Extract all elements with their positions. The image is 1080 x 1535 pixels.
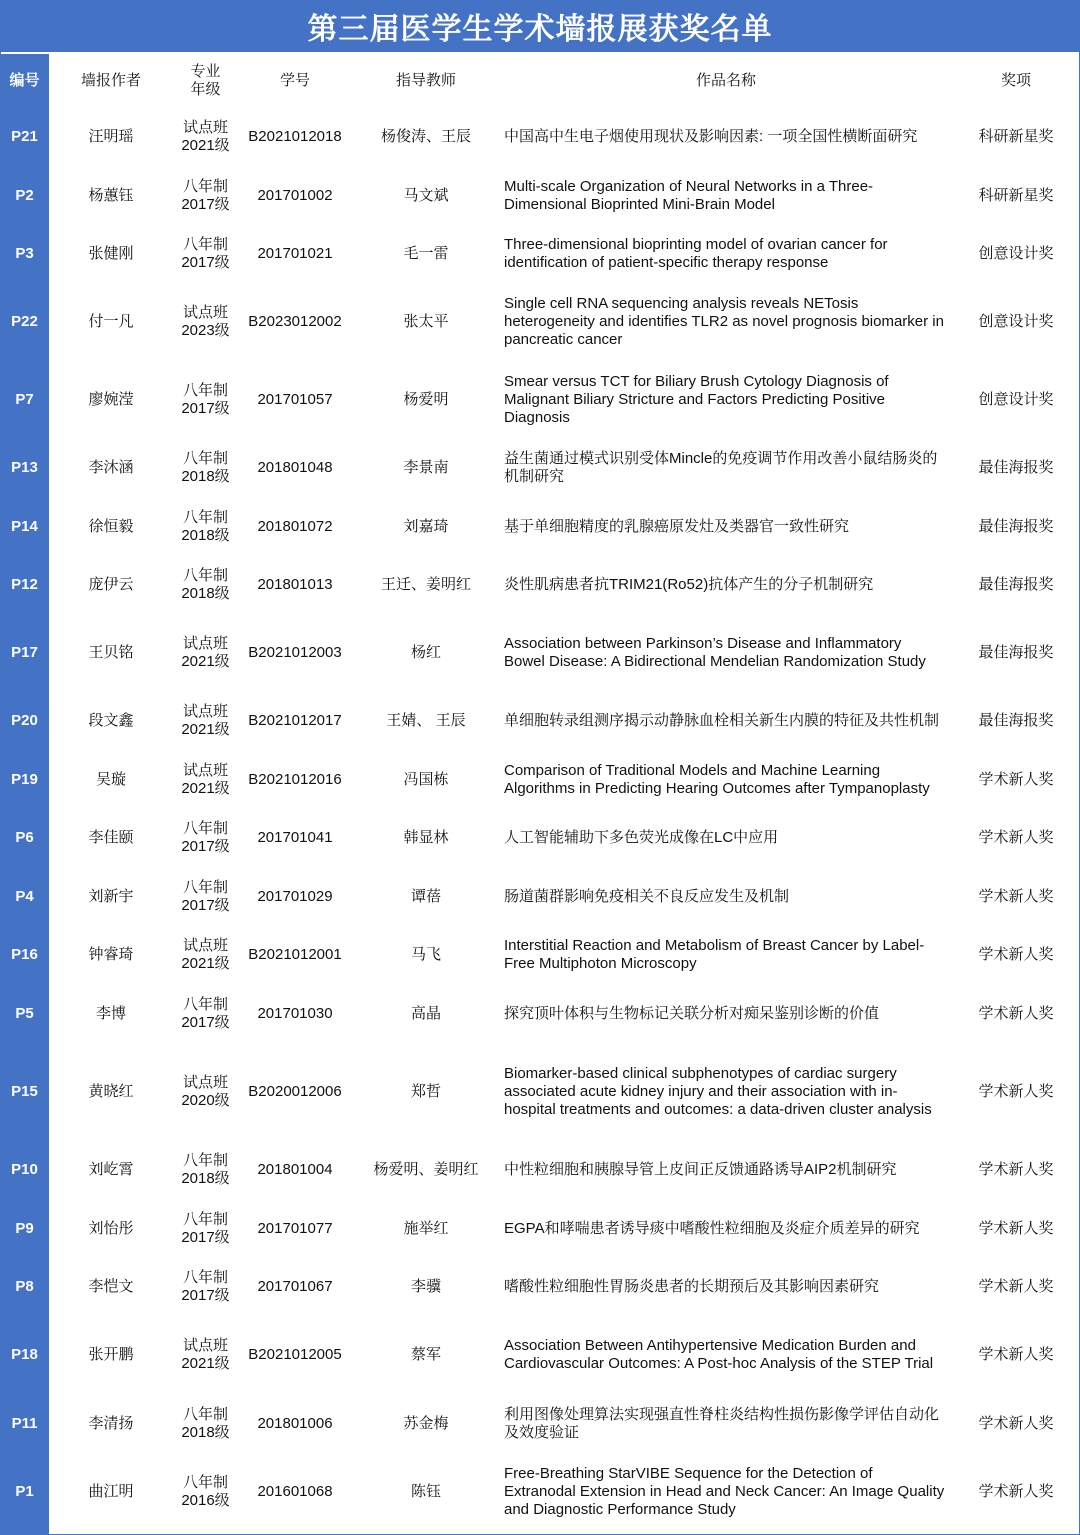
cell-author: 李清扬: [88, 1414, 134, 1432]
cell-id: P10: [11, 1161, 38, 1178]
header-student-id: 学号: [279, 72, 310, 89]
cell-award: 学术新人奖: [978, 829, 1054, 846]
cell-student-id: B2021012003: [248, 644, 342, 661]
cell-major: 试点班: [182, 761, 228, 779]
cell-id: P13: [11, 459, 38, 476]
cell-major: 八年制: [182, 508, 228, 526]
cell-award: 最佳海报奖: [978, 644, 1054, 661]
cell-id: P11: [11, 1414, 38, 1432]
cell-author: 刘屹霄: [88, 1161, 134, 1178]
cell-grade: 2020级: [181, 1092, 230, 1109]
cell-advisor: 杨俊涛、王辰: [380, 128, 471, 145]
cell-work-title: 利用图像处理算法实现强直性脊柱炎结构性损伤影像学评估自动化及效度验证: [504, 1405, 940, 1441]
cell-advisor: 施举红: [403, 1219, 449, 1237]
cell-award: 学术新人奖: [978, 1083, 1054, 1100]
cell-advisor: 杨爱明、姜明红: [373, 1161, 479, 1178]
table-row: [0, 614, 1080, 692]
cell-award: 科研新星奖: [978, 186, 1054, 204]
cell-award: 学术新人奖: [978, 1482, 1054, 1500]
cell-author: 徐恒毅: [88, 517, 134, 535]
cell-advisor: 郑哲: [410, 1083, 441, 1100]
cell-major-grade: [173, 867, 238, 926]
cell-student-id: B2023012002: [248, 313, 342, 330]
cell-author: 吴璇: [95, 770, 126, 788]
cell-grade: 2021级: [181, 955, 230, 972]
cell-major: 八年制: [182, 1405, 228, 1423]
cell-grade: 2017级: [181, 1287, 230, 1304]
cell-id: P2: [15, 186, 34, 204]
cell-id: P4: [15, 887, 34, 905]
cell-major: 试点班: [182, 703, 228, 720]
cell-id: P6: [15, 829, 34, 846]
table-row: [0, 283, 1080, 361]
cell-award: 学术新人奖: [978, 1161, 1054, 1178]
cell-author: 黄晓红: [88, 1083, 134, 1100]
table-row: [0, 1258, 1080, 1316]
cell-id: P5: [15, 1004, 34, 1022]
cell-major-grade: [173, 984, 238, 1043]
cell-student-id: 201701002: [257, 186, 333, 204]
cell-major: 试点班: [182, 937, 228, 954]
cell-author: 廖婉滢: [88, 391, 134, 408]
cell-work-title: Three-dimensional bioprinting model of ovarian cancer for identification of patient-specific therapy response: [504, 236, 888, 271]
cell-major-grade: [173, 108, 238, 166]
table-row: [0, 439, 1080, 497]
cell-author: 李博: [95, 1004, 126, 1022]
cell-author: 杨蕙钰: [88, 186, 134, 204]
page-title: 第三届医学生学术墙报展获奖名单: [0, 0, 1080, 52]
cell-advisor: 马飞: [410, 946, 441, 963]
cell-award: 学术新人奖: [978, 887, 1054, 905]
cell-student-id: B2020012006: [248, 1083, 342, 1100]
cell-student-id: 201801004: [257, 1161, 333, 1178]
cell-work-title: 人工智能辅助下多色荧光成像在LC中应用: [504, 829, 779, 846]
table-row: [0, 225, 1080, 283]
cell-grade: 2017级: [181, 1228, 230, 1246]
cell-grade: 2018级: [181, 1170, 230, 1187]
cell-student-id: B2021012017: [248, 712, 342, 729]
cell-work-title: Interstitial Reaction and Metabolism of Breast Cancer by Label-Free Multiphoton Microscopy: [504, 937, 925, 972]
cell-award: 最佳海报奖: [978, 517, 1054, 535]
cell-major-grade: [173, 1453, 238, 1530]
cell-major: 试点班: [182, 1337, 228, 1354]
cell-award: 科研新星奖: [978, 128, 1054, 145]
cell-grade: 2017级: [181, 838, 230, 855]
table-row: [0, 750, 1080, 809]
cell-id: P3: [15, 245, 34, 262]
cell-award: 学术新人奖: [978, 1278, 1054, 1295]
header-award: 奖项: [1000, 72, 1031, 89]
cell-grade: 2023级: [181, 322, 230, 339]
cell-student-id: 201701030: [257, 1004, 333, 1022]
cell-major: 八年制: [182, 878, 228, 896]
cell-author: 王贝铭: [88, 644, 134, 661]
cell-grade: 2021级: [181, 721, 230, 738]
cell-grade: 2018级: [181, 585, 230, 602]
table-row: [0, 1199, 1080, 1258]
cell-work-title: 基于单细胞精度的乳腺癌原发灶及类器官一致性研究: [504, 517, 850, 535]
cell-student-id: 201701077: [257, 1219, 333, 1237]
cell-grade: 2021级: [181, 137, 230, 154]
cell-major: 八年制: [182, 1473, 228, 1491]
cell-id: P8: [15, 1278, 34, 1295]
cell-award: 最佳海报奖: [978, 712, 1054, 729]
cell-grade: 2021级: [181, 653, 230, 670]
cell-grade: 2021级: [181, 1355, 230, 1372]
table-row: [0, 692, 1080, 750]
table-row: [0, 108, 1080, 166]
cell-major-grade: [173, 1316, 238, 1394]
cell-author: 刘新宇: [88, 887, 134, 905]
cell-advisor: 陈钰: [410, 1482, 441, 1500]
cell-student-id: B2021012018: [248, 128, 342, 145]
table-row: [0, 984, 1080, 1043]
cell-work-title: 炎性肌病患者抗TRIM21(Ro52)抗体产生的分子机制研究: [504, 576, 874, 593]
cell-major: 八年制: [182, 382, 228, 399]
table-row: [0, 1316, 1080, 1394]
cell-advisor: 马文斌: [403, 186, 449, 204]
cell-award: 学术新人奖: [978, 1346, 1054, 1363]
cell-work-title: Single cell RNA sequencing analysis reveals NETosis heterogeneity and identifies TLR2 as novel prognosis biomarker in pancreatic cancer: [504, 295, 944, 348]
cell-author: 刘怡彤: [88, 1219, 134, 1237]
cell-major: 试点班: [182, 1074, 228, 1091]
cell-advisor: 毛一雷: [403, 245, 449, 262]
cell-major-grade: [173, 225, 238, 283]
cell-advisor: 杨爱明: [403, 391, 449, 408]
table-row: [0, 1394, 1080, 1453]
cell-author: 李佳颐: [88, 829, 134, 846]
cell-major: 八年制: [182, 995, 228, 1013]
cell-major: 八年制: [182, 567, 228, 584]
cell-id: P21: [11, 128, 38, 145]
cell-author: 段文鑫: [88, 712, 134, 729]
cell-work-title: Association Between Antihypertensive Medication Burden and Cardiovascular Outcomes: A Post-hoc Analysis of the STEP Trial: [504, 1337, 934, 1372]
cell-advisor: 王婧、 王辰: [386, 712, 466, 729]
table-row: [0, 497, 1080, 556]
cell-id: P22: [11, 313, 38, 330]
cell-id: P18: [11, 1346, 38, 1363]
cell-grade: 2018级: [181, 468, 230, 485]
cell-major: 八年制: [182, 1152, 228, 1169]
cell-major-grade: [173, 1141, 238, 1199]
cell-id: P15: [11, 1083, 38, 1100]
header-row: [0, 54, 1080, 108]
cell-id: P17: [11, 644, 38, 661]
table-row: [0, 1453, 1080, 1530]
cell-id: P9: [15, 1219, 34, 1237]
cell-major-grade: [173, 809, 238, 867]
cell-author: 张健刚: [88, 245, 134, 262]
cell-advisor: 蔡军: [410, 1346, 441, 1363]
cell-grade: 2017级: [181, 1013, 230, 1031]
cell-advisor: 李景南: [403, 459, 449, 476]
table-row: [0, 1141, 1080, 1199]
cell-award: 学术新人奖: [978, 1004, 1054, 1022]
cell-student-id: 201701029: [257, 887, 333, 905]
cell-major-grade: [173, 497, 238, 556]
cell-advisor: 刘嘉琦: [403, 517, 449, 535]
cell-major-grade: [173, 614, 238, 692]
cell-award: 学术新人奖: [978, 1414, 1054, 1432]
table-row: [0, 1043, 1080, 1141]
cell-work-title: EGPA和哮喘患者诱导痰中嗜酸性粒细胞及炎症介质差异的研究: [504, 1219, 920, 1237]
cell-work-title: 益生菌通过模式识别受体Mincle的免疫调节作用改善小鼠结肠炎的机制研究: [504, 450, 938, 485]
cell-major-grade: [173, 926, 238, 984]
cell-major-grade: [173, 439, 238, 497]
header-work-title: 作品名称: [695, 72, 756, 89]
cell-grade: 2017级: [181, 254, 230, 271]
cell-work-title: 单细胞转录组测序揭示动静脉血栓相关新生内膜的特征及共性机制: [504, 712, 940, 729]
cell-author: 张开鹏: [88, 1346, 134, 1363]
cell-grade: 2017级: [181, 400, 230, 417]
table-row: [0, 556, 1080, 614]
cell-student-id: B2021012016: [248, 770, 342, 788]
cell-grade: 2018级: [181, 1423, 230, 1441]
cell-student-id: 201701067: [257, 1278, 333, 1295]
cell-award: 最佳海报奖: [978, 459, 1054, 476]
cell-award: 创意设计奖: [978, 245, 1054, 262]
cell-major-grade: [173, 361, 238, 439]
cell-id: P16: [11, 946, 38, 963]
cell-author: 庞伊云: [88, 576, 134, 593]
cell-major: 试点班: [182, 635, 228, 652]
cell-student-id: 201601068: [257, 1482, 333, 1500]
cell-work-title: 肠道菌群影响免疫相关不良反应发生及机制: [504, 887, 790, 905]
cell-advisor: 谭蓓: [410, 887, 441, 905]
cell-student-id: B2021012005: [248, 1346, 342, 1363]
cell-id: P12: [11, 576, 38, 593]
cell-advisor: 苏金梅: [403, 1414, 449, 1432]
cell-major-grade: [173, 750, 238, 809]
cell-advisor: 韩显林: [403, 829, 449, 846]
cell-student-id: B2021012001: [248, 946, 342, 963]
cell-id: P19: [11, 770, 38, 788]
cell-major-grade: [173, 556, 238, 614]
header-advisor: 指导教师: [395, 72, 456, 89]
cell-id: P14: [11, 517, 38, 535]
cell-author: 李沐涵: [88, 459, 134, 476]
cell-award: 最佳海报奖: [978, 576, 1054, 593]
cell-major: 试点班: [182, 304, 228, 321]
cell-student-id: 201801013: [257, 576, 333, 593]
table-row: [0, 361, 1080, 439]
cell-work-title: Comparison of Traditional Models and Machine Learning Algorithms in Predicting Hearing Outcomes after Tympanoplasty: [504, 761, 930, 797]
cell-grade: 2018级: [181, 526, 230, 544]
cell-award: 学术新人奖: [978, 1219, 1054, 1237]
cell-work-title: Smear versus TCT for Biliary Brush Cytology Diagnosis of Malignant Biliary Stricture and Factors Predicting Positive Diagnosis: [504, 373, 889, 426]
cell-work-title: 中国高中生电子烟使用现状及影响因素: 一项全国性横断面研究: [504, 128, 918, 145]
cell-work-title: Free-Breathing StarVIBE Sequence for the Detection of Extranodal Extension in Head and Neck Cancer: An Image Quality and Diagnostic Performance Study: [504, 1464, 945, 1518]
cell-major: 八年制: [182, 820, 228, 837]
cell-award: 学术新人奖: [978, 770, 1054, 788]
header-id: 编号: [9, 72, 40, 89]
cell-major-grade: [173, 1199, 238, 1258]
cell-student-id: 201701057: [257, 391, 333, 408]
cell-grade: 2016级: [181, 1491, 230, 1509]
cell-student-id: 201801072: [257, 517, 333, 535]
cell-advisor: 张太平: [403, 313, 449, 330]
cell-major-grade: [173, 283, 238, 361]
cell-author: 李恺文: [88, 1278, 134, 1295]
cell-advisor: 王迁、姜明红: [380, 576, 471, 593]
cell-student-id: 201701041: [257, 829, 333, 846]
cell-award: 创意设计奖: [978, 313, 1054, 330]
cell-major-grade: [173, 692, 238, 750]
header-major-grade: [173, 54, 238, 108]
cell-award: 创意设计奖: [978, 391, 1054, 408]
table-row: [0, 867, 1080, 926]
table-row: [0, 166, 1080, 225]
cell-advisor: 李骥: [410, 1278, 441, 1295]
header-author: 墙报作者: [80, 72, 141, 89]
cell-author: 钟睿琦: [88, 946, 134, 963]
cell-work-title: 探究顶叶体积与生物标记关联分析对痴呆鉴别诊断的价值: [504, 1004, 880, 1022]
cell-major: 八年制: [182, 177, 228, 195]
cell-student-id: 201801048: [257, 459, 333, 476]
table-row: [0, 809, 1080, 867]
cell-work-title: 嗜酸性粒细胞性胃肠炎患者的长期预后及其影响因素研究: [504, 1278, 880, 1295]
cell-id: P7: [15, 391, 34, 408]
cell-advisor: 杨红: [410, 644, 441, 661]
cell-work-title: 中性粒细胞和胰腺导管上皮间正反馈通路诱导AIP2机制研究: [504, 1161, 897, 1178]
header-major-label: 专业: [190, 63, 221, 80]
cell-advisor: 冯国栋: [403, 770, 449, 788]
table-row: [0, 926, 1080, 984]
cell-award: 学术新人奖: [978, 946, 1054, 963]
cell-major-grade: [173, 1394, 238, 1453]
header-grade-label: 年级: [190, 81, 221, 98]
cell-work-title: Association between Parkinson’s Disease and Inflammatory Bowel Disease: A Bidirectional Mendelian Randomization Study: [504, 635, 926, 670]
awards-table: [0, 54, 1080, 1530]
cell-major-grade: [173, 1258, 238, 1316]
cell-author: 汪明瑶: [88, 128, 134, 145]
cell-work-title: Multi-scale Organization of Neural Networks in a Three-Dimensional Bioprinted Mini-Brain Model: [504, 177, 874, 213]
cell-major: 八年制: [182, 1269, 228, 1286]
cell-major: 八年制: [182, 450, 228, 467]
cell-major: 试点班: [182, 119, 228, 136]
cell-major-grade: [173, 1043, 238, 1141]
cell-advisor: 高晶: [410, 1004, 441, 1022]
cell-student-id: 201801006: [257, 1414, 333, 1432]
cell-student-id: 201701021: [257, 245, 333, 262]
cell-id: P20: [11, 712, 38, 729]
cell-major: 八年制: [182, 236, 228, 253]
cell-grade: 2021级: [181, 779, 230, 797]
cell-grade: 2017级: [181, 195, 230, 213]
cell-id: P1: [15, 1482, 34, 1500]
cell-author: 曲江明: [88, 1482, 134, 1500]
cell-major-grade: [173, 166, 238, 225]
cell-major: 八年制: [182, 1210, 228, 1228]
cell-author: 付一凡: [88, 313, 134, 330]
cell-work-title: Biomarker-based clinical subphenotypes of cardiac surgery associated acute kidney injury and their association with in-hospital treatments and outcomes: a data-driven cluster analysis: [504, 1065, 932, 1118]
cell-grade: 2017级: [181, 896, 230, 914]
